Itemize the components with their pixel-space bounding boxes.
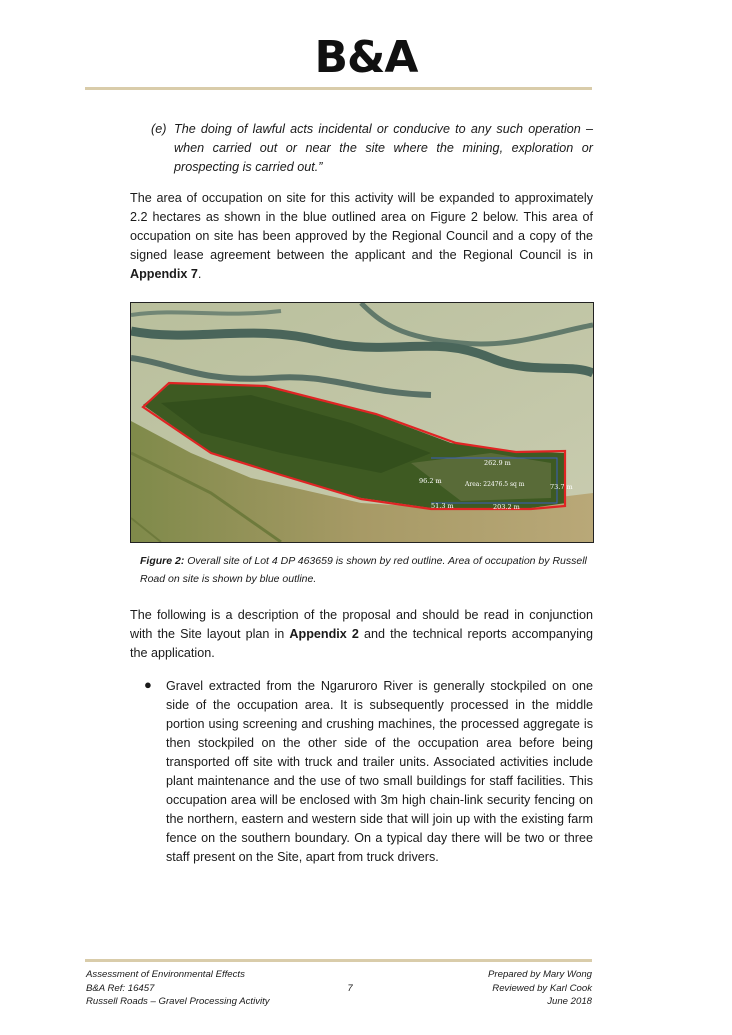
paragraph-occupation bbox=[130, 189, 593, 284]
appendix-2-reference: Appendix 2 bbox=[289, 627, 359, 641]
label-73m: 73.7 m bbox=[550, 483, 573, 491]
quoted-clause bbox=[130, 120, 593, 177]
footer-date: June 2018 bbox=[547, 996, 592, 1007]
footer-prepared-by: Prepared by Mary Wong bbox=[488, 969, 592, 980]
figure-caption bbox=[140, 552, 590, 588]
caption-label: Figure 2: bbox=[140, 555, 185, 567]
paragraph-proposal bbox=[130, 606, 593, 663]
appendix-7-reference: Appendix 7 bbox=[130, 267, 198, 281]
clause-label: (e) bbox=[151, 122, 167, 136]
caption-text: Overall site of Lot 4 DP 463659 is shown by red outline. Area of occupation by Russell Road on site is shown by blue outline. bbox=[140, 555, 587, 585]
footer-right bbox=[488, 968, 592, 1009]
footer-reviewed-by: Reviewed by Karl Cook bbox=[492, 982, 592, 994]
bullet-icon: ● bbox=[144, 677, 152, 692]
clause-text: The doing of lawful acts incidental or conducive to any such operation – when carried out or near the site where the mining, exploration or prospecting is carried out.” bbox=[174, 122, 593, 174]
aerial-site-photo bbox=[130, 302, 594, 543]
label-51m: 51.3 m bbox=[431, 502, 454, 510]
footer-doc-title: Assessment of Environmental Effects bbox=[86, 969, 245, 980]
paragraph-text: The following is a description of the proposal and should be read in conjunction with the Site layout plan in bbox=[130, 608, 593, 641]
label-96m: 96.2 m bbox=[419, 477, 442, 485]
list-item: Gravel extracted from the Ngaruroro River is generally stockpiled on one side of the occupation area. It is subsequently processed in the middle portion using screening and crushing machines, the processed aggregate is then stockpiled on the other side of the occupation area before being transported off site with truck and trailer units. Associated activities include plant maintenance and the use of two small buildings for staff facilities. This occupation area will be enclosed with 3m high chain-link security fencing on the northern, eastern and western side that will join up with the existing farm fence on the southern boundary. On a typical day there will be two or three staff present on the Site, apart from truck drivers. bbox=[166, 679, 593, 864]
paragraph-text-cont: and the technical reports accompanying the application. bbox=[130, 627, 593, 660]
paragraph-text: The area of occupation on site for this activity will be expanded to approximately 2.2 hectares as shown in the blue outlined area on Figure 2 below. This area of occupation on site has been approved by the Regional Council and a copy of the signed lease agreement between the applicant and the Regional Council is in bbox=[130, 191, 593, 262]
page-number: 7 bbox=[347, 983, 353, 994]
header-divider bbox=[85, 87, 592, 90]
footer-divider bbox=[85, 959, 592, 962]
label-203m: 203.2 m bbox=[493, 503, 520, 511]
paragraph-end: . bbox=[197, 267, 202, 281]
label-area: Area: 22476.5 sq m bbox=[465, 481, 525, 488]
label-262m: 262.9 m bbox=[484, 459, 511, 467]
company-logo: B&A bbox=[314, 32, 418, 83]
footer-project: Russell Roads – Gravel Processing Activity bbox=[86, 996, 270, 1007]
footer-ref: B&A Ref: 16457 bbox=[86, 982, 155, 994]
